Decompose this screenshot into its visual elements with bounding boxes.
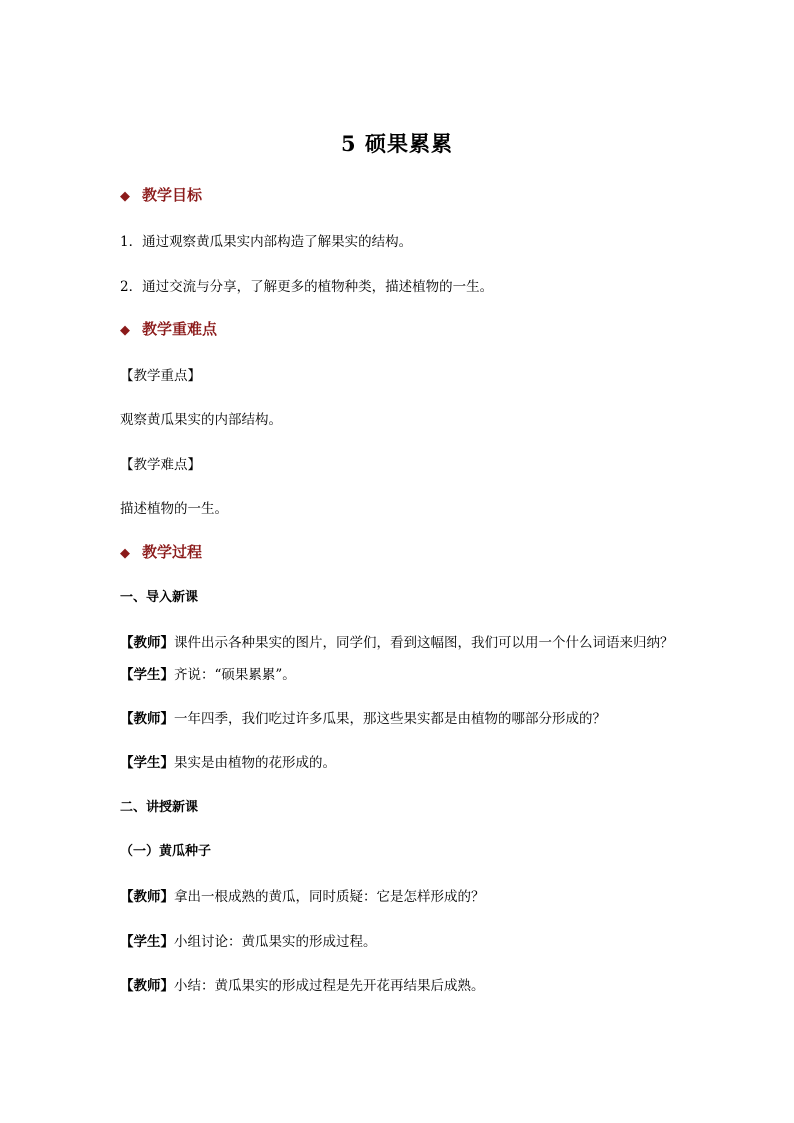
dialogue-text: 拿出一根成熟的黄瓜，同时质疑：它是怎样形成的？ (174, 889, 485, 905)
goal-item-2: 2．通过交流与分享，了解更多的植物种类，描述植物的一生。 (120, 279, 494, 295)
subheading-cucumber-seed: （一）黄瓜种子 (120, 844, 212, 859)
dialogue-text: 果实是由植物的花形成的。 (174, 755, 336, 771)
section-heading-process (120, 541, 202, 562)
dialogue-text: 齐说：“硕果累累”。 (174, 667, 296, 683)
dialogue-line (120, 707, 606, 727)
section-title: 教学重难点 (142, 320, 218, 338)
section-title: 教学目标 (142, 186, 203, 204)
speaker-label: 【教师】 (120, 711, 174, 727)
section-heading-key-points (120, 318, 217, 339)
diamond-icon: ◆ (120, 546, 130, 561)
dialogue-line (120, 751, 336, 771)
dialogue-text: 课件出示各种果实的图片，同学们，看到这幅图，我们可以用一个什么词语来归纳？ (174, 635, 674, 651)
dialogue-text: 一年四季，我们吃过许多瓜果，那这些果实都是由植物的哪部分形成的？ (174, 711, 606, 727)
dialogue-line (120, 930, 377, 950)
page-title: 5 硕果累累 (341, 131, 453, 156)
diamond-icon: ◆ (120, 189, 130, 204)
dialogue-line (120, 885, 485, 905)
section-title: 教学过程 (142, 543, 203, 561)
diamond-icon: ◆ (120, 323, 130, 338)
difficulty-label: 【教学难点】 (120, 457, 201, 473)
part-heading-lesson: 二、讲授新课 (120, 800, 199, 815)
goal-item-1: 1．通过观察黄瓜果实内部构造了解果实的结构。 (120, 234, 413, 250)
dialogue-line (120, 974, 485, 994)
difficulty-text: 描述植物的一生。 (120, 501, 228, 517)
speaker-label: 【学生】 (120, 755, 174, 771)
dialogue-text: 小组讨论：黄瓜果实的形成过程。 (174, 934, 377, 950)
speaker-label: 【教师】 (120, 889, 174, 905)
focus-text: 观察黄瓜果实的内部结构。 (120, 412, 282, 428)
dialogue-line (120, 663, 296, 683)
section-heading-goals (120, 184, 202, 205)
dialogue-line (120, 631, 674, 651)
speaker-label: 【教师】 (120, 978, 174, 994)
focus-label: 【教学重点】 (120, 368, 201, 384)
speaker-label: 【学生】 (120, 934, 174, 950)
speaker-label: 【学生】 (120, 667, 174, 683)
dialogue-text: 小结：黄瓜果实的形成过程是先开花再结果后成熟。 (174, 978, 485, 994)
speaker-label: 【教师】 (120, 635, 174, 651)
part-heading-intro: 一、导入新课 (120, 590, 199, 605)
